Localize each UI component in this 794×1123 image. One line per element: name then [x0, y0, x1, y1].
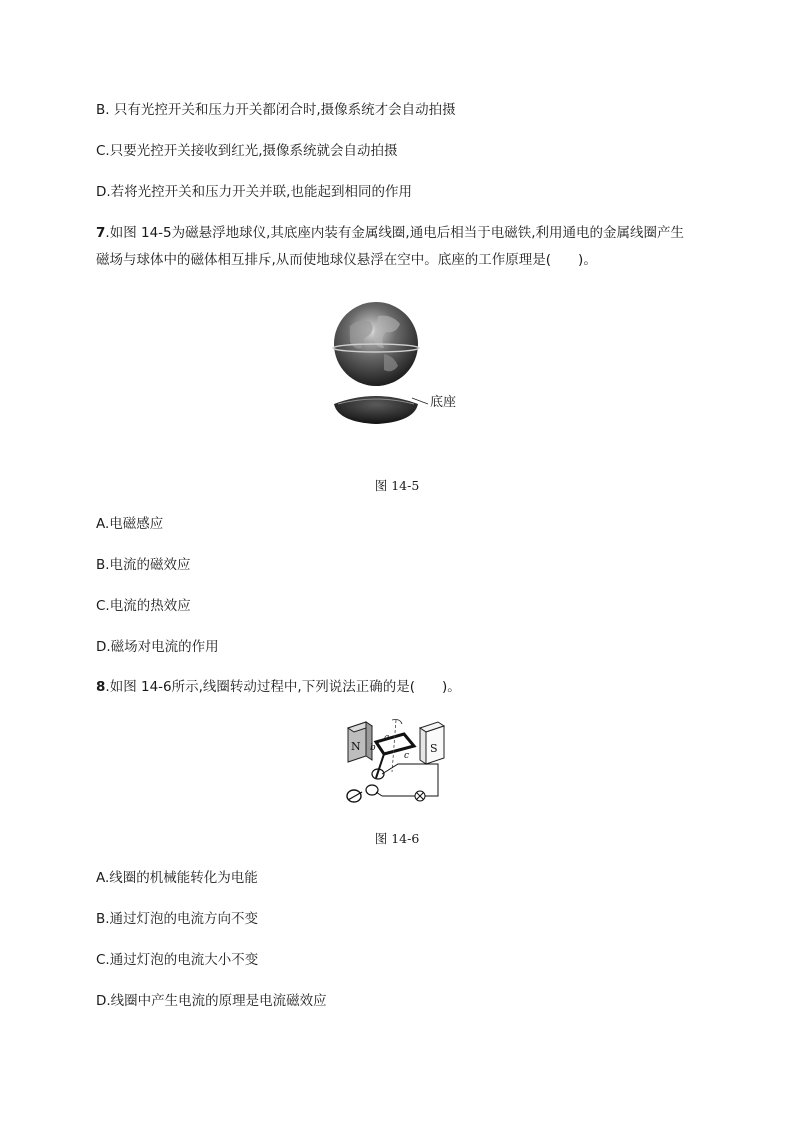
q7-stem-text: .如图 14-5为磁悬浮地球仪,其底座内装有金属线圈,通电后相当于电磁铁,利用通电的金属线圈产生 [105, 225, 684, 241]
q8-stem-line1 [96, 677, 461, 697]
q7-option-c: C.电流的热效应 [96, 598, 191, 614]
q8-number: 8 [96, 679, 106, 695]
figure-14-5-caption: 图 14-5 [374, 478, 420, 493]
q7-stem-line2: 磁场与球体中的磁体相互排斥,从而使地球仪悬浮在空中。底座的工作原理是( )。 [96, 252, 597, 268]
q8-stem-text: .如图 14-6所示,线圈转动过程中,下列说法正确的是( )。 [105, 679, 461, 695]
q8-option-d: D.线圈中产生电流的原理是电流磁效应 [96, 993, 327, 1009]
q6-option-d: D.若将光控开关和压力开关并联,也能起到相同的作用 [96, 184, 412, 200]
q7-option-a: A.电磁感应 [96, 516, 164, 532]
levitating-globe-figure [328, 296, 478, 446]
s-pole-label: S [430, 742, 438, 755]
n-pole-label: N [351, 740, 361, 753]
base [334, 396, 418, 424]
figure-14-6-caption: 图 14-6 [374, 831, 420, 846]
q7-option-d: D.磁场对电流的作用 [96, 639, 219, 655]
q8-option-b: B.通过灯泡的电流方向不变 [96, 911, 259, 927]
coil-label-c: c [404, 751, 410, 761]
q8-option-c: C.通过灯泡的电流大小不变 [96, 952, 259, 968]
q6-option-b: B. 只有光控开关和压力开关都闭合时,摄像系统才会自动拍摄 [96, 102, 456, 118]
generator-figure [338, 716, 458, 812]
q7-option-b: B.电流的磁效应 [96, 557, 191, 573]
q7-stem-line1 [96, 223, 684, 243]
base-label: 底座 [430, 395, 457, 410]
q8-option-a: A.线圈的机械能转化为电能 [96, 870, 258, 886]
q6-option-c: C.只要光控开关接收到红光,摄像系统就会自动拍摄 [96, 143, 398, 159]
coil-label-b: b [370, 743, 376, 753]
coil-label-a: a [384, 733, 390, 743]
q7-number: 7 [96, 225, 106, 241]
